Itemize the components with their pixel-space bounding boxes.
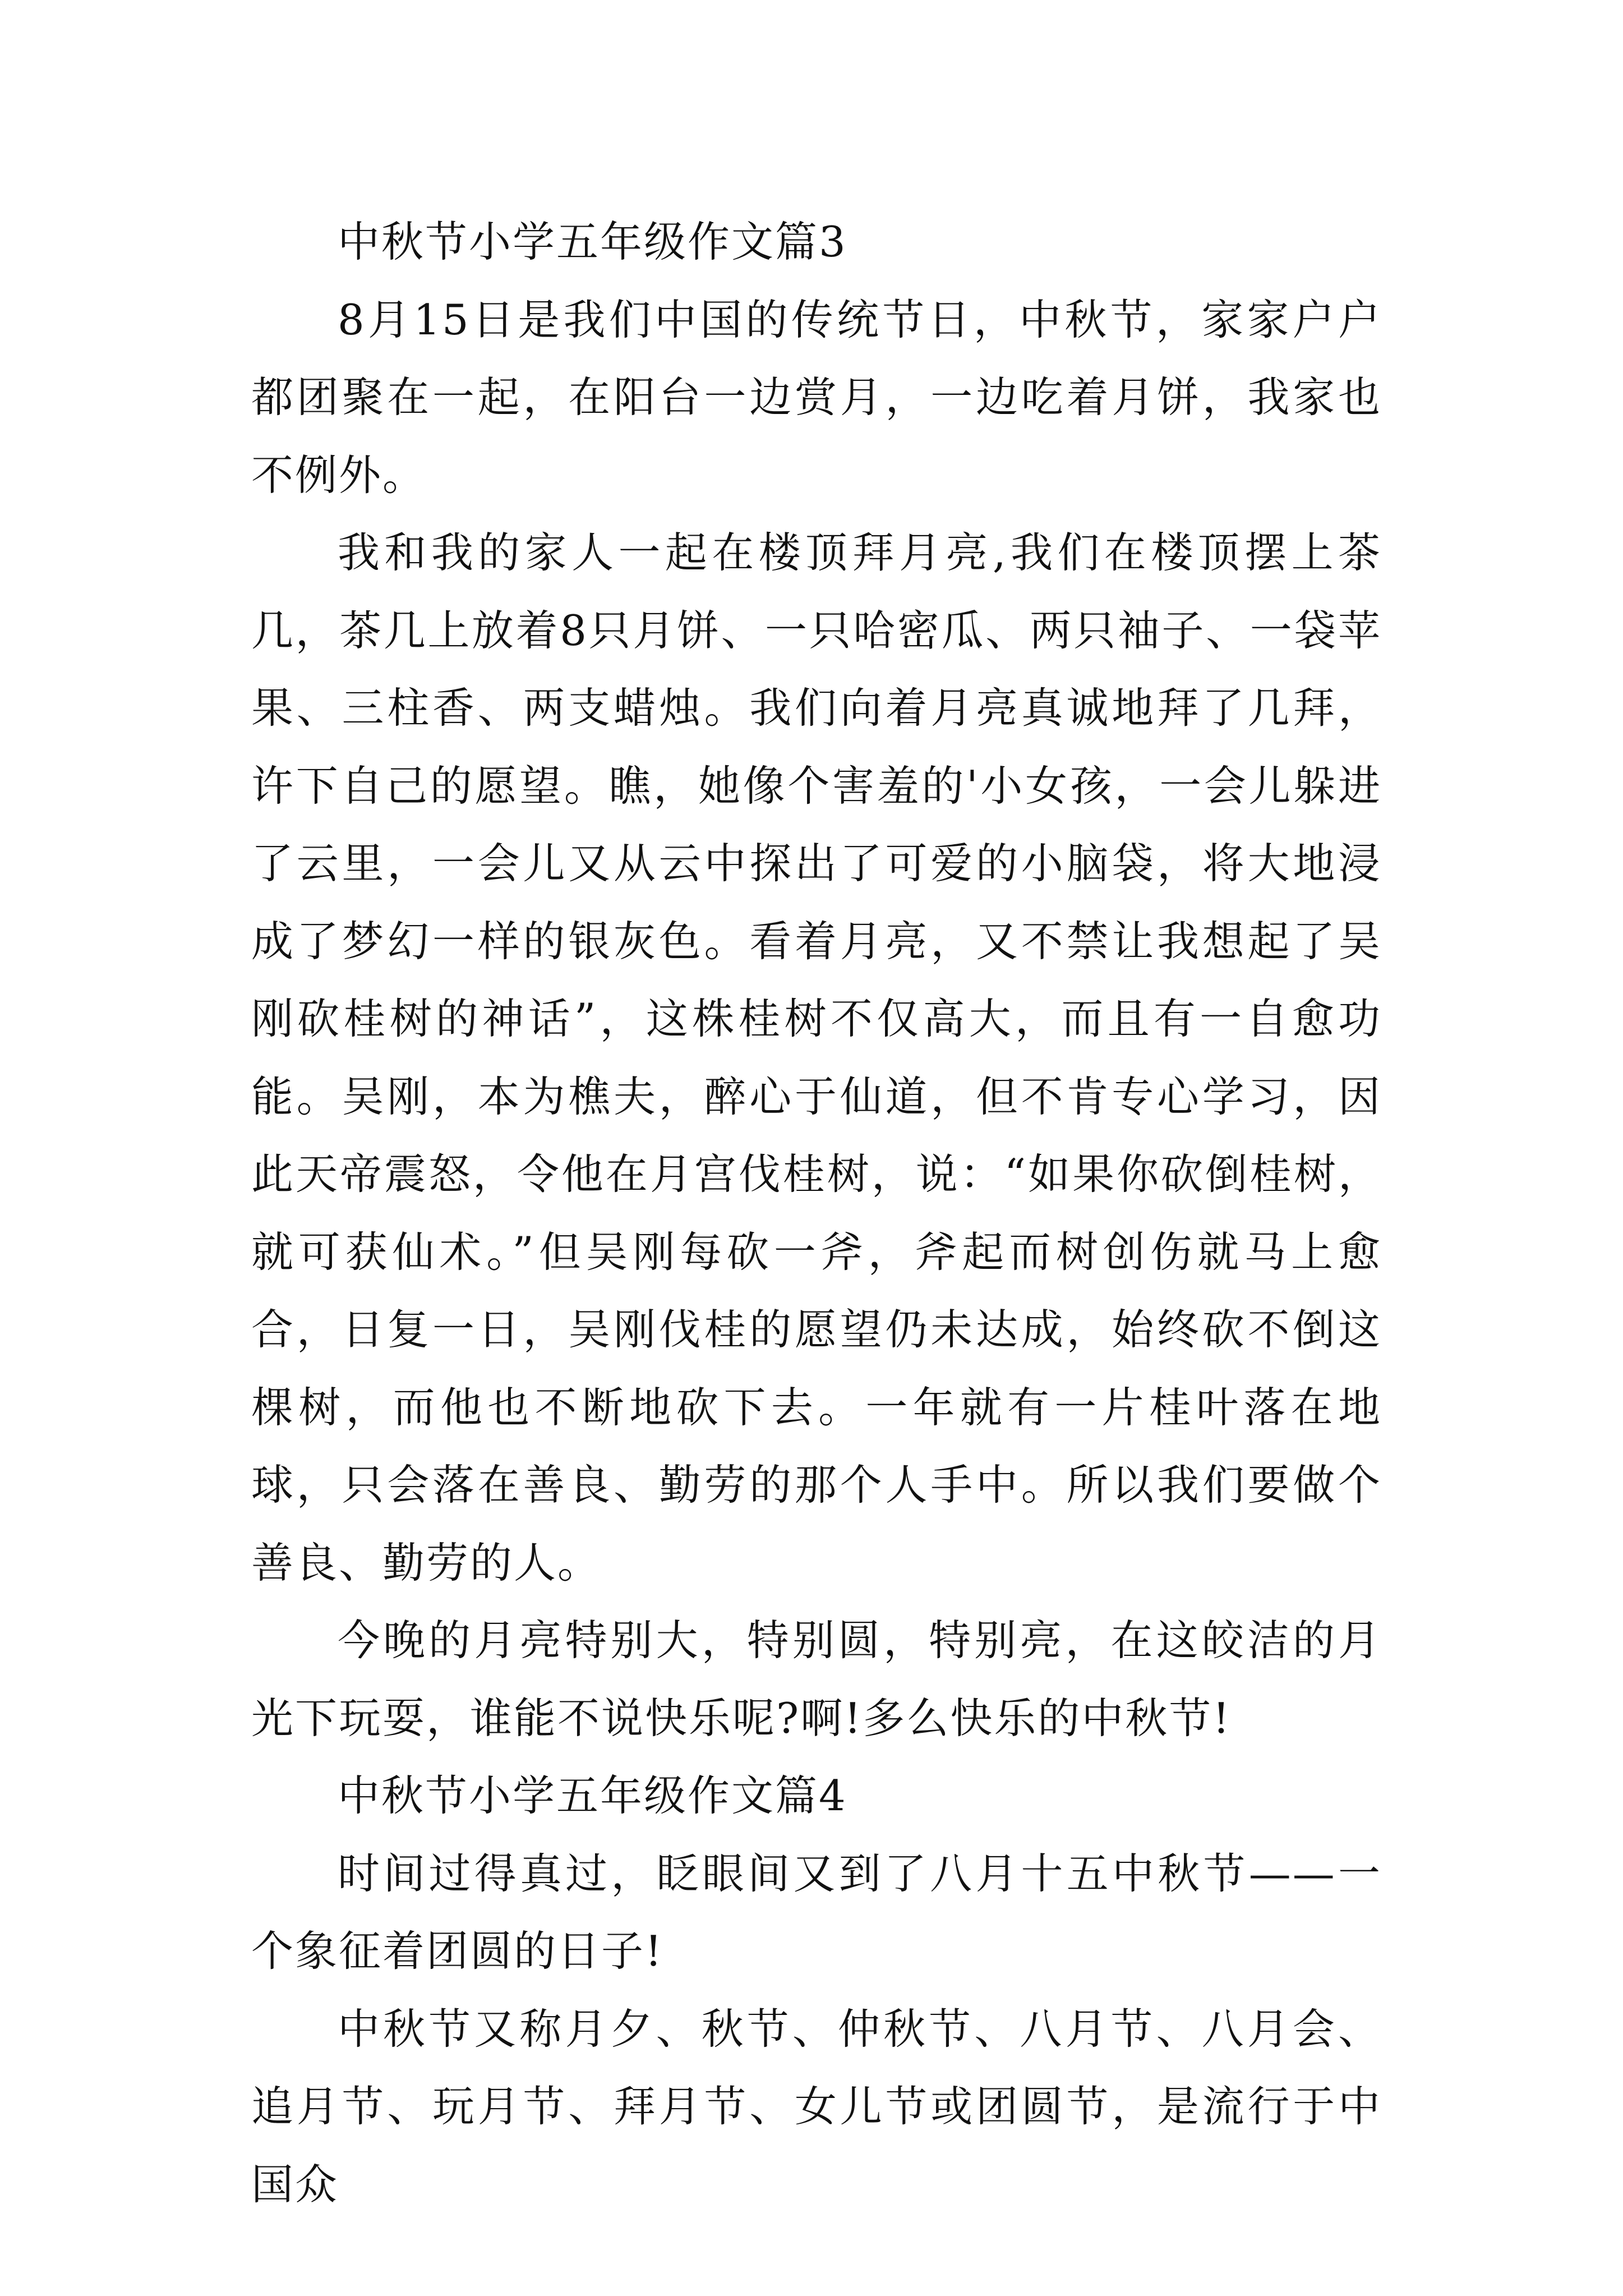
section-4-paragraph-1: 时间过得真过，眨眼间又到了八月十五中秋节——一个象征着团圆的日子! — [251, 1848, 1382, 1976]
section-3-title: 中秋节小学五年级作文篇3 — [338, 217, 847, 266]
article-body — [251, 203, 1382, 2223]
section-3-paragraph-3: 今晚的月亮特别大，特别圆，特别亮，在这皎洁的月光下玩耍，谁能不说快乐呢?啊!多么快乐的中秋节! — [251, 1616, 1382, 1743]
section-4-title: 中秋节小学五年级作文篇4 — [338, 1771, 847, 1820]
section-3-paragraph-2: 我和我的家人一起在楼顶拜月亮,我们在楼顶摆上茶几，茶几上放着8只月饼、一只哈密瓜、两只袖子、一袋苹果、三柱香、两支蜡烛。我们向着月亮真诚地拜了几拜，许下自己的愿望。瞧，她像个害羞的'小女孩，一会儿躲进了云里，一会儿又从云中探出了可爱的小脑袋，将大地浸成了梦幻一样的银灰色。看着月亮，又不禁让我想起了吴刚砍桂树的神话”，这株桂树不仅高大，而且有一自愈功能。吴刚，本为樵夫，醉心于仙道，但不肯专心学习，因此天帝震怒，令他在月宫伐桂树，说：“如果你砍倒桂树，就可获仙术。”但吴刚每砍一斧，斧起而树创伤就马上愈合，日复一日，吴刚伐桂的愿望仍未达成，始终砍不倒这棵树，而他也不断地砍下去。一年就有一片桂叶落在地球，只会落在善良、勤劳的那个人手中。所以我们要做个善良、勤劳的人。 — [251, 528, 1382, 1588]
section-3-paragraph-1: 8月15日是我们中国的传统节日，中秋节，家家户户都团聚在一起，在阳台一边赏月，一边吃着月饼，我家也不例外。 — [251, 295, 1382, 500]
section-4-paragraph-2: 中秋节又称月夕、秋节、仲秋节、八月节、八月会、追月节、玩月节、拜月节、女儿节或团圆节，是流行于中国众 — [251, 2004, 1382, 2209]
